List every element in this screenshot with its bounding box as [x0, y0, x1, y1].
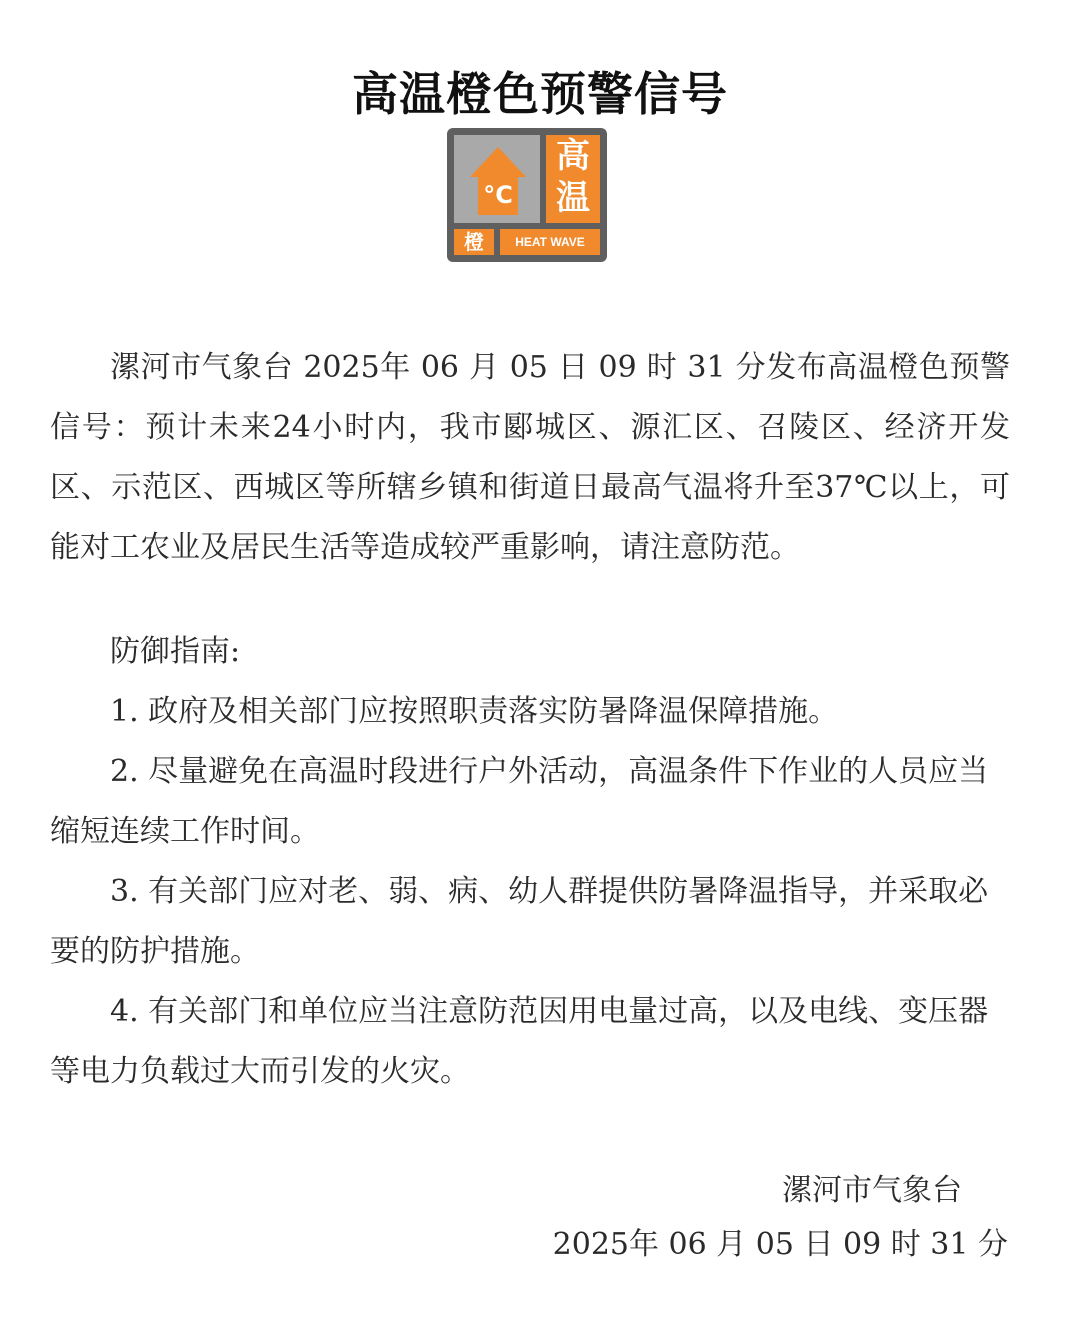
- heat-wave-warning-icon: [447, 128, 607, 262]
- heat-char-1: 高: [556, 136, 590, 176]
- guide-item-3: 3. 有关部门应对老、弱、病、幼人群提供防暑降温指导，并采取必要的防护措施。: [50, 874, 989, 969]
- guide-item-4: 4. 有关部门和单位应当注意防范因用电量过高，以及电线、变压器等电力负载过大而引发的火灾。: [50, 994, 989, 1089]
- signature-datetime: 2025年 06 月 05 日 09 时 31 分: [552, 1227, 1008, 1262]
- warning-content: [50, 338, 1010, 1102]
- heat-char-2: 温: [556, 178, 590, 218]
- page-title: 高温橙色预警信号: [352, 67, 728, 121]
- guide-heading: 防御指南:: [110, 634, 241, 669]
- signature-org: 漯河市气象台: [782, 1173, 962, 1208]
- signature-block: [553, 1164, 1008, 1272]
- warning-level-label: 橙: [454, 229, 494, 255]
- celsius-symbol: °C: [483, 181, 513, 209]
- house-temperature-icon: [468, 145, 528, 217]
- warning-intro-paragraph: 漯河市气象台 2025年 06 月 05 日 09 时 31 分发布高温橙色预警信号：预计未来24小时内，我市郾城区、源汇区、召陵区、经济开发区、示范区、西城区等所辖乡镇和街道日最高气温将升至37℃以上，可能对工农业及居民生活等造成较严重影响，请注意防范。: [50, 350, 1010, 565]
- heat-wave-english-label: HEAT WAVE: [500, 229, 600, 255]
- guide-item-1: 1. 政府及相关部门应按照职责落实防暑降温保障措施。: [110, 694, 839, 729]
- heat-label-panel: [546, 135, 600, 223]
- thermometer-panel: [454, 135, 540, 223]
- guide-item-2: 2. 尽量避免在高温时段进行户外活动，高温条件下作业的人员应当缩短连续工作时间。: [50, 754, 989, 849]
